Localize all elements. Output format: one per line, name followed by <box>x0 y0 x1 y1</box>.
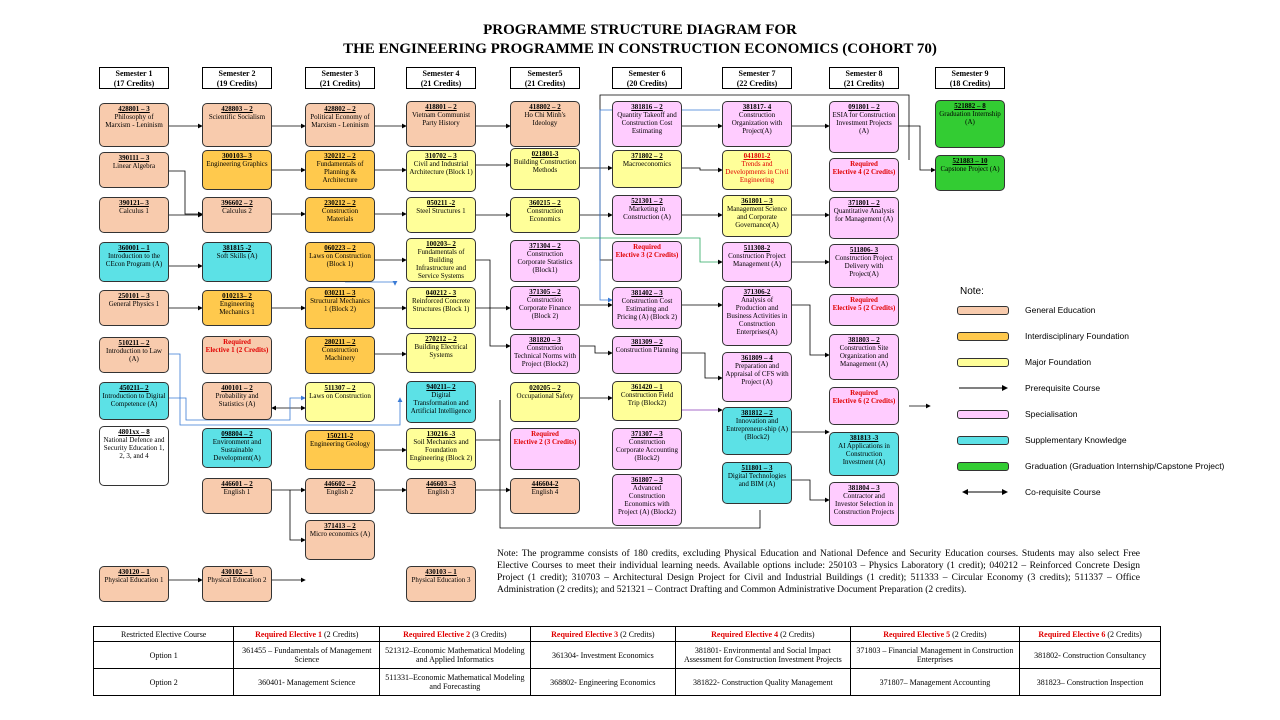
table-cell: Option 1 <box>94 642 234 669</box>
semester-header-5: Semester5 (21 Credits) <box>510 67 580 89</box>
course-511806[interactable]: 511806- 3 Construction Project Delivery with Project(A) <box>829 244 899 288</box>
course-430103[interactable]: 430103 – 1 Physical Education 3 <box>406 566 476 602</box>
semester-header-2: Semester 2 (19 Credits) <box>202 67 272 89</box>
course-381803[interactable]: 381803 – 2 Construction Site Organization and Management (A) <box>829 334 899 380</box>
required-elective-4[interactable]: Required Elective 4 (2 Credits) <box>829 158 899 192</box>
elective-table <box>93 626 1161 696</box>
course-100203[interactable]: 100203– 2 Fundamentals of Building Infrastructure and Service Systems <box>406 238 476 282</box>
course-250101[interactable]: 250101 – 3 General Physics 1 <box>99 290 169 326</box>
course-361420[interactable]: 361420 – 1 Construction Field Trip (Block2) <box>612 381 682 421</box>
required-elective-2[interactable]: Required Elective 2 (3 Credits) <box>510 428 580 470</box>
course-521883[interactable]: 521883 – 10 Capstone Project (A) <box>935 155 1005 191</box>
course-130216[interactable]: 130216 -3 Soil Mechanics and Foundation Engineering (Block 2) <box>406 428 476 470</box>
table-cell: 381823– Construction Inspection <box>1020 669 1161 696</box>
course-310702[interactable]: 310702 – 3 Civil and Industrial Architecture (Block 1) <box>406 150 476 192</box>
course-300103[interactable]: 300103– 3 Engineering Graphics <box>202 150 272 190</box>
course-021801[interactable]: 021801-3 Building Construction Methods <box>510 148 580 190</box>
diagram-title-line1: PROGRAMME STRUCTURE DIAGRAM FOR <box>483 22 797 38</box>
course-371801[interactable]: 371801 – 2 Quantitative Analysis for Management (A) <box>829 197 899 239</box>
course-010213[interactable]: 010213– 2 Engineering Mechanics 1 <box>202 290 272 326</box>
course-360215[interactable]: 360215 – 2 Construction Economics <box>510 197 580 233</box>
arrow-right-icon <box>957 383 1011 393</box>
course-361809[interactable]: 361809 – 4 Preparation and Appraisal of CFS with Project (A) <box>722 352 792 402</box>
course-098804[interactable]: 098804 – 2 Environment and Sustainable Development(A) <box>202 428 272 468</box>
course-381804[interactable]: 381804 – 3 Contractor and Investor Selection in Construction Projects <box>829 482 899 526</box>
course-371304[interactable]: 371304 – 2 Construction Corporate Statistics (Block1) <box>510 240 580 282</box>
semester-header-4: Semester 4 (21 Credits) <box>406 67 476 89</box>
course-521882[interactable]: 521882 – 8 Graduation Internship (A) <box>935 100 1005 148</box>
table-cell: 368802- Engineering Economics <box>530 669 675 696</box>
table-row <box>94 669 1161 696</box>
course-381820[interactable]: 381820 – 3 Construction Technical Norms with Project (Block2) <box>510 334 580 374</box>
course-418801[interactable]: 418801 – 2 Vietnam Communist Party History <box>406 101 476 147</box>
course-428801[interactable]: 428801 – 3 Philosophy of Marxism - Leninism <box>99 103 169 147</box>
course-381402[interactable]: 381402 – 3 Construction Cost Estimating and Pricing (A) (Block 2) <box>612 287 682 329</box>
course-041801[interactable]: 041801-2 Trends and Developments in Civil Engineering <box>722 150 792 190</box>
course-361801[interactable]: 361801 – 3 Management Science and Corporate Governance(A) <box>722 195 792 237</box>
table-cell: 371803 – Financial Management in Construction Enterprises <box>850 642 1020 669</box>
semester-header-8: Semester 8 (21 Credits) <box>829 67 899 89</box>
course-390111[interactable]: 390111 – 3 Linear Algebra <box>99 152 169 188</box>
table-cell: Option 2 <box>94 669 234 696</box>
course-371306[interactable]: 371306-2 Analysis of Production and Business Activities in Construction Enterprises(A) <box>722 286 792 346</box>
semester-header-9: Semester 9 (18 Credits) <box>935 67 1005 89</box>
table-cell: 521312–Economic Mathematical Modeling and Applied Informatics <box>380 642 530 669</box>
course-230212[interactable]: 230212 – 2 Construction Materials <box>305 197 375 233</box>
course-390121[interactable]: 390121– 3 Calculus 1 <box>99 197 169 233</box>
course-446601[interactable]: 446601 – 2 English 1 <box>202 478 272 514</box>
course-020205[interactable]: 020205 – 2 Occupational Safety <box>510 382 580 422</box>
legend-title: Note: <box>960 286 984 297</box>
required-elective-6[interactable]: Required Elective 6 (2 Credits) <box>829 387 899 425</box>
course-428803[interactable]: 428803 – 2 Scientific Socialism <box>202 103 272 147</box>
course-270212[interactable]: 270212 – 2 Building Electrical Systems <box>406 333 476 373</box>
table-cell: 381801- Environmental and Social Impact Assessment for Construction Investment Projects <box>676 642 851 669</box>
header-cell: Required Elective 4 (2 Credits) <box>676 627 851 642</box>
course-521301[interactable]: 521301 – 2 Marketing in Construction (A) <box>612 195 682 235</box>
course-400101[interactable]: 400101 – 2 Probability and Statistics (A) <box>202 382 272 420</box>
course-446602[interactable]: 446602 – 2 English 2 <box>305 478 375 514</box>
course-511801[interactable]: 511801 – 3 Digital Technologies and BIM (A) <box>722 462 792 504</box>
elective-table-header <box>94 627 1161 642</box>
header-cell: Required Elective 2 (3 Credits) <box>380 627 530 642</box>
table-cell: 511331–Economic Mathematical Modeling and Forecasting <box>380 669 530 696</box>
course-040212[interactable]: 040212 - 3 Reinforced Concrete Structures (Block 1) <box>406 287 476 329</box>
course-381813[interactable]: 381813 -3 AI Applications in Construction Investment (A) <box>829 432 899 476</box>
header-cell: Required Elective 1 (2 Credits) <box>234 627 380 642</box>
course-430102[interactable]: 430102 – 1 Physical Education 2 <box>202 566 272 602</box>
course-446603[interactable]: 446603 –3 English 3 <box>406 478 476 514</box>
header-cell: Restricted Elective Course <box>94 627 234 642</box>
course-940211[interactable]: 940211– 2 Digital Transformation and Artificial Intelligence <box>406 381 476 423</box>
header-cell: Required Elective 5 (2 Credits) <box>850 627 1020 642</box>
required-elective-3[interactable]: Required Elective 3 (2 Credits) <box>612 241 682 282</box>
course-381309[interactable]: 381309 – 2 Construction Planning <box>612 336 682 374</box>
table-cell: 361304- Investment Economics <box>530 642 675 669</box>
course-418802[interactable]: 418802 – 2 Ho Chi Minh's Ideology <box>510 101 580 147</box>
course-371413[interactable]: 371413 – 2 Micro economics (A) <box>305 520 375 560</box>
course-430120[interactable]: 430120 – 1 Physical Education 1 <box>99 566 169 602</box>
required-elective-1[interactable]: Required Elective 1 (2 Credits) <box>202 336 272 374</box>
semester-header-1: Semester 1 (17 Credits) <box>99 67 169 89</box>
course-030211[interactable]: 030211 – 3 Structural Mechanics 1 (Block 2) <box>305 287 375 329</box>
semester-header-6: Semester 6 (20 Credits) <box>612 67 682 89</box>
course-050211[interactable]: 050211 -2 Steel Structures 1 <box>406 197 476 233</box>
table-cell: 371807– Management Accounting <box>850 669 1020 696</box>
table-row <box>94 642 1161 669</box>
course-396602[interactable]: 396602 – 2 Calculus 2 <box>202 197 272 233</box>
course-320212[interactable]: 320212 – 2 Fundamentals of Planning & Architecture <box>305 150 375 190</box>
course-091801[interactable]: 091801 – 2 ESIA for Construction Investment Projects (A) <box>829 101 899 153</box>
course-428802[interactable]: 428802 – 2 Political Economy of Marxism - Leninism <box>305 103 375 147</box>
course-381817[interactable]: 381817- 4 Construction Organization with Project(A) <box>722 101 792 147</box>
course-371305[interactable]: 371305 – 2 Construction Corporate Finance (Block 2) <box>510 286 580 330</box>
header-cell: Required Elective 3 (2 Credits) <box>530 627 675 642</box>
header-cell: Required Elective 6 (2 Credits) <box>1020 627 1161 642</box>
course-510211[interactable]: 510211 – 2 Introduction to Law (A) <box>99 337 169 373</box>
table-cell: 360401- Management Science <box>234 669 380 696</box>
course-446604[interactable]: 446604-2 English 4 <box>510 478 580 514</box>
course-371802[interactable]: 371802 – 2 Macroeconomics <box>612 150 682 188</box>
semester-header-7: Semester 7 (22 Credits) <box>722 67 792 89</box>
table-cell: 381802- Construction Consultancy <box>1020 642 1161 669</box>
course-511308[interactable]: 511308-2 Construction Project Management (A) <box>722 242 792 282</box>
required-elective-5[interactable]: Required Elective 5 (2 Credits) <box>829 294 899 326</box>
course-371307[interactable]: 371307 – 3 Construction Corporate Accounting (Block2) <box>612 428 682 470</box>
course-360001[interactable]: 360001 – 1 Introduction to the CEcon Program (A) <box>99 242 169 282</box>
course-381816[interactable]: 381816 – 2 Quantity Takeoff and Construction Cost Estimating <box>612 101 682 147</box>
course-060223[interactable]: 060223 – 2 Laws on Construction (Block 1) <box>305 242 375 282</box>
course-4801xx[interactable]: 4801xx – 8 National Defence and Security Education 1, 2, 3, and 4 <box>99 426 169 486</box>
course-361807[interactable]: 361807 – 3 Advanced Construction Economics with Project (A) (Block2) <box>612 474 682 526</box>
course-381812[interactable]: 381812 – 2 Innovation and Entrepreneur-ship (A) (Block2) <box>722 407 792 455</box>
course-381815[interactable]: 381815 -2 Soft Skills (A) <box>202 242 272 282</box>
diagram-title-line2: THE ENGINEERING PROGRAMME IN CONSTRUCTION ECONOMICS (COHORT 70) <box>343 41 937 57</box>
table-cell: 381822- Construction Quality Management <box>676 669 851 696</box>
double-arrow-icon <box>957 487 1011 497</box>
course-511307[interactable]: 511307 – 2 Laws on Construction <box>305 382 375 422</box>
course-450211[interactable]: 450211– 2 Introduction to Digital Competence (A) <box>99 382 169 420</box>
course-280211[interactable]: 280211 – 2 Construction Machinery <box>305 336 375 374</box>
table-cell: 361455 – Fundamentals of Management Science <box>234 642 380 669</box>
programme-note: Note: The programme consists of 180 credits, excluding Physical Education and National Defence and Security Education courses. Students may also select Free Elective Courses to meet their individual learning needs. Available options include: 250103 – Physics Laboratory (1 credit); 040212 – Reinforced Concrete Design Project (1 credit); 310703 – Architectural Design Project for Civil and Industrial Buildings (1 credit); 511333 – Circular Economy (3 credits); 511337 – Office Administration (2 credits); and 521321 – Contract Drafting and Common Administrative Document Preparation (2 credits). <box>497 549 1140 595</box>
course-150211[interactable]: 150211-2 Engineering Geology <box>305 430 375 470</box>
semester-header-3: Semester 3 (21 Credits) <box>305 67 375 89</box>
